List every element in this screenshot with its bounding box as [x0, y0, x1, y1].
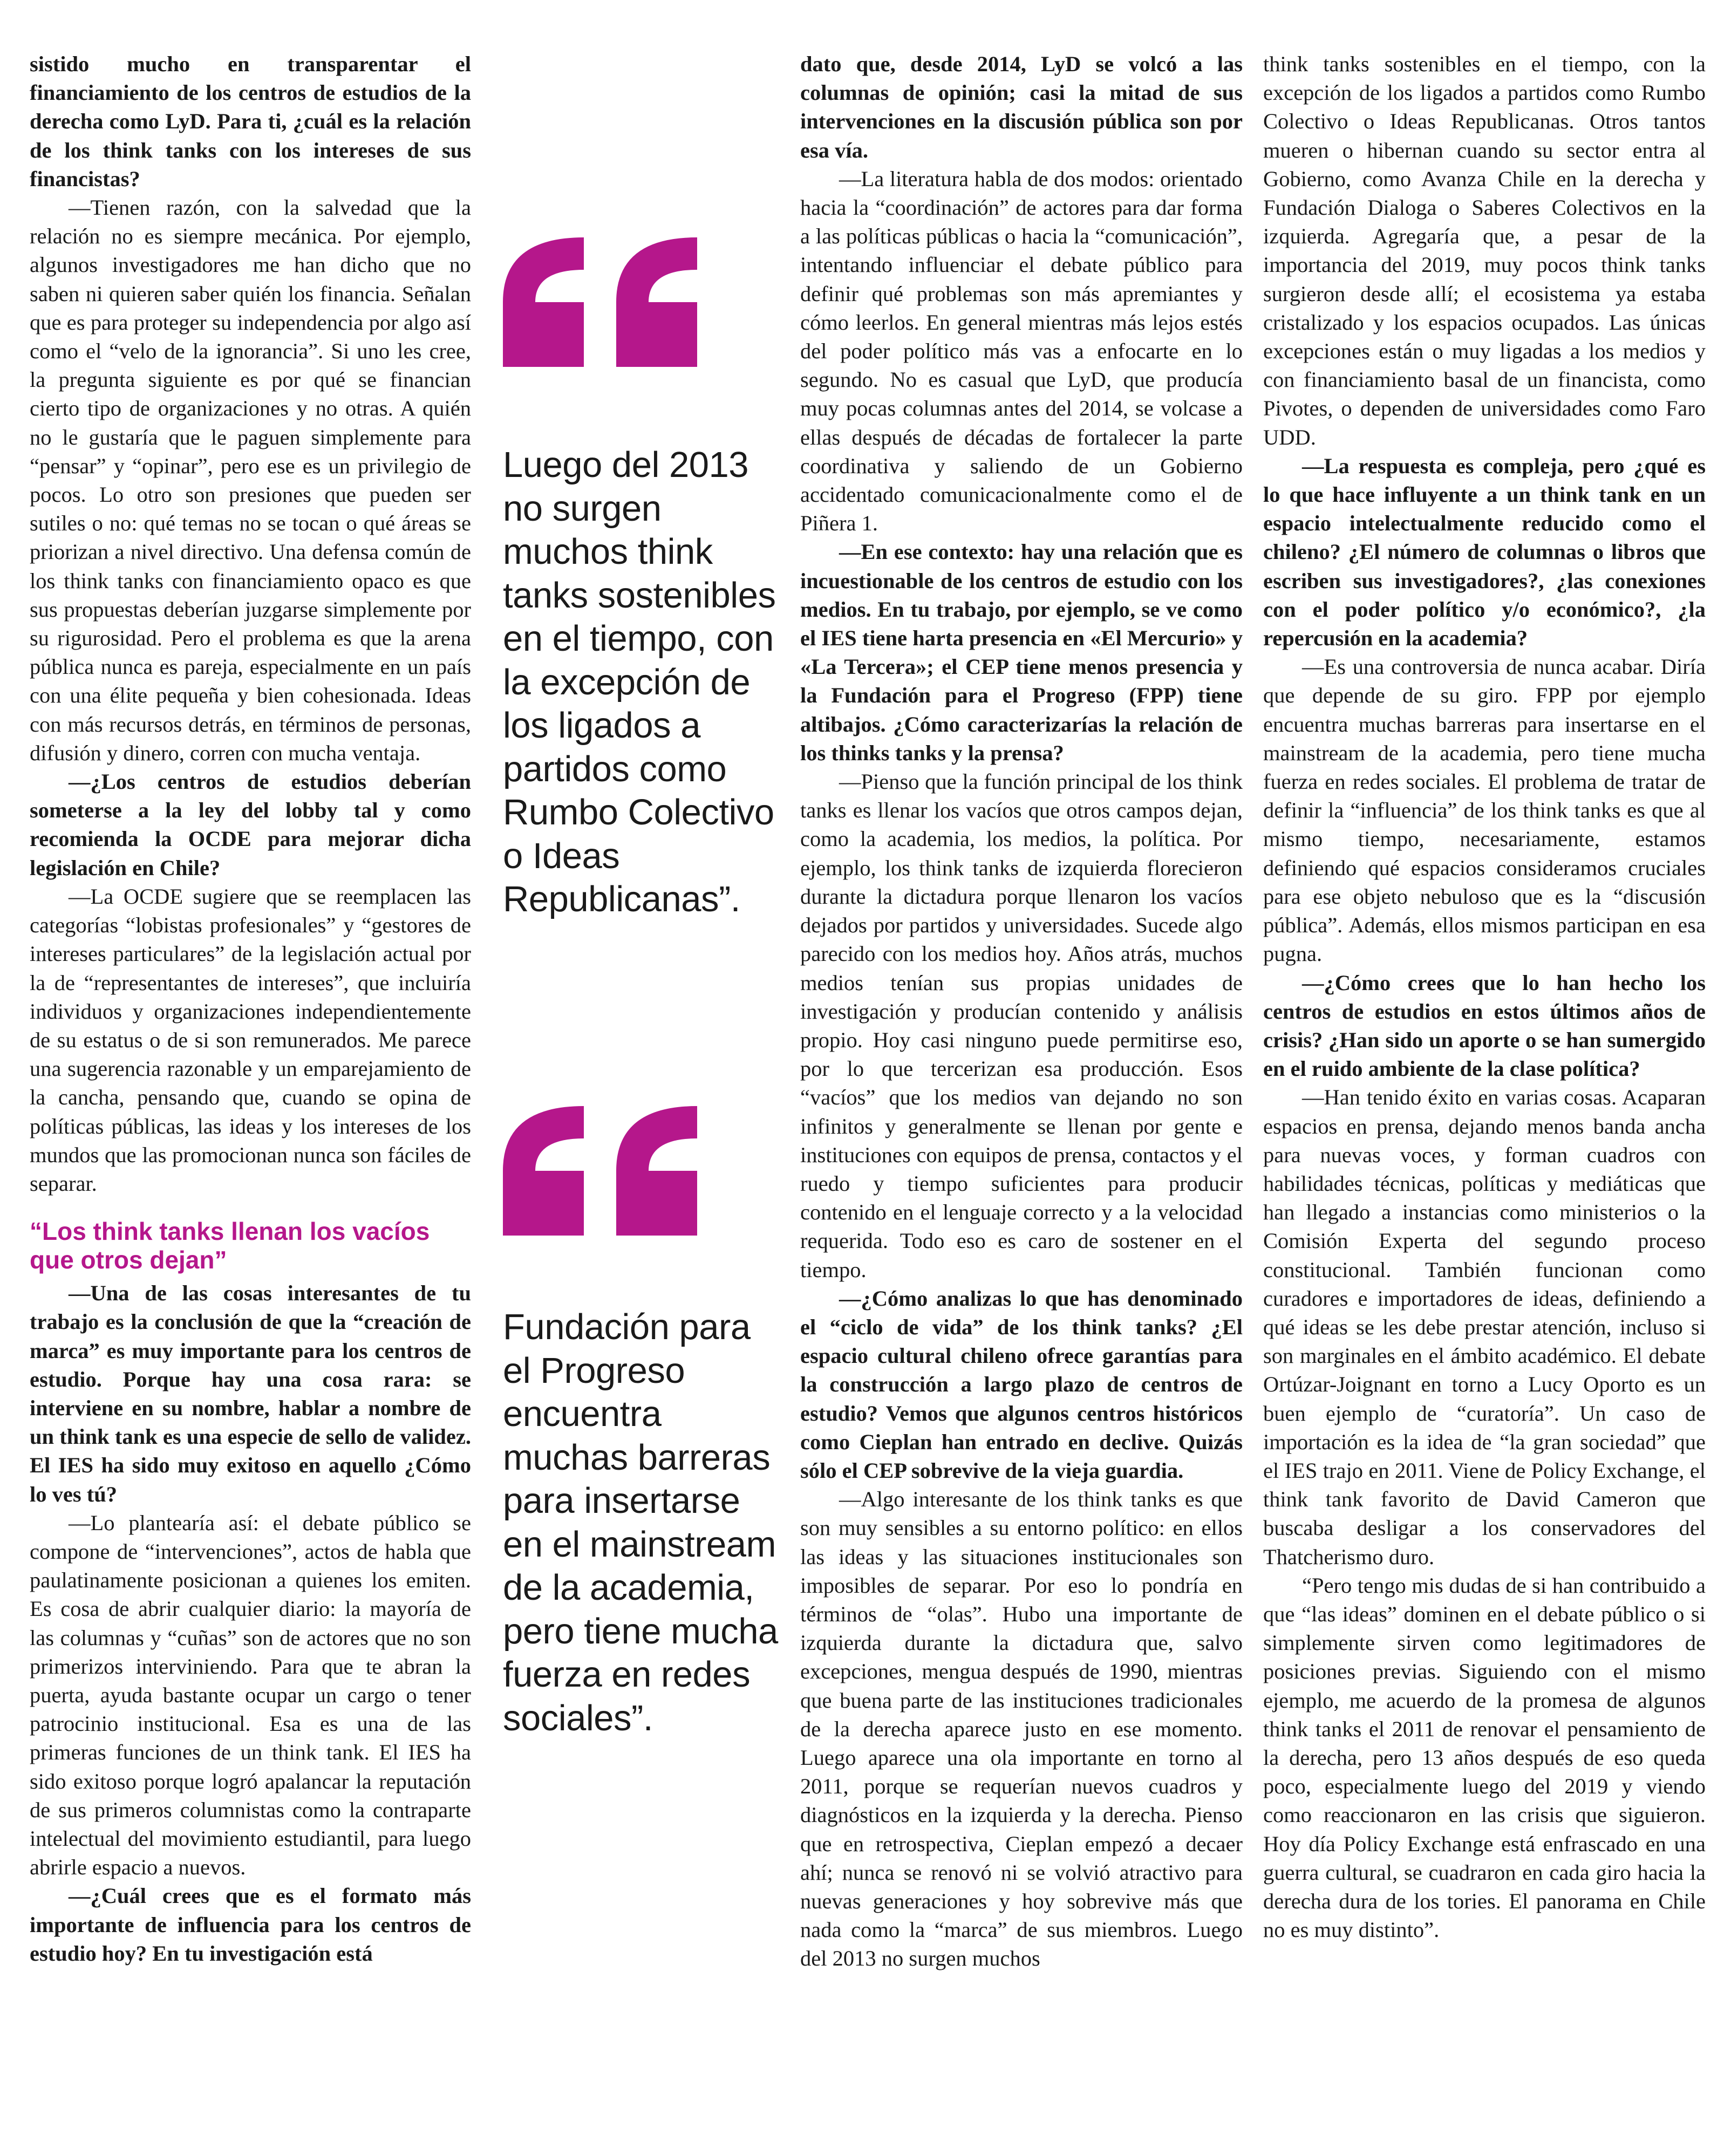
answer-paragraph: “Pero tengo mis dudas de si han contribuido a que “las ideas” dominen en el debate público o si simplemente sirven como legitimadores de posiciones previas. Siguiendo con el mismo ejemplo, me acuerdo de la promesa de algunos think tanks el 2011 de renovar el pensamiento de la derecha, pero 13 años después de eso queda poco, especialmente luego del 2019 y viendo como reaccionaron en las crisis que siguieron. Hoy día Policy Exchange está enfrascado en una guerra cultural, se cuadraron en cada giro hacia la derecha dura de los tories. El panorama en Chile no es muy distinto”. — [1263, 1573, 1706, 1942]
answer-paragraph: —Algo interesante de los think tanks es que son muy sensibles a su entorno político: en ellos las ideas y las situaciones institucionales son imposibles de separar. Por eso lo pondría en términos de “olas”. Hubo una importante de izquierda durante la dictadura que, salvo excepciones, mengua después de 1990, mientras que buena parte de las instituciones tradicionales de la derecha aparece justo en ese momento. Luego aparece una ola importante en torno al 2011, porque se requerían nuevos cuadros y diagnósticos en la izquierda y la derecha. Pienso que en retrospectiva, Cieplan empezó a decaer ahí; nunca se renovó ni se volvió atractivo para nuevas generaciones y hoy sobrevive más que nada como la “marca” de sus miembros. Luego del 2013 no surgen muchos — [800, 1487, 1243, 1971]
question-paragraph: —¿Cuál crees que es el formato más importante de influencia para los centros de estudio hoy? En tu investigación está — [30, 1884, 471, 1966]
pull-quote: Luego del 2013 no surgen muchos think tanks sostenibles en el tiempo, con la excepción de los ligados a partidos como Rumbo Colectivo o Ideas Republicanas”. — [503, 445, 776, 919]
pull-quote: Fundación para el Progreso encuentra muchas barreras para insertarse en el mainstream de la academia, pero tiene mucha fuerza en redes sociales”. — [503, 1307, 778, 1738]
question-paragraph: —¿Cómo crees que lo han hecho los centros de estudios en estos últimos años de crisis? ¿Han sido un aporte o se han sumergido en el ruido ambiente de la clase política? — [1263, 970, 1706, 1081]
question-paragraph: —La respuesta es compleja, pero ¿qué es lo que hace influyente a un think tank en un espacio intelectualmente reducido como el chileno? ¿El número de columnas o libros que escriben sus investigadores?, ¿las conexiones con el poder político y/o económico?, ¿la repercusión en la academia? — [1263, 453, 1706, 651]
question-paragraph: —¿Cómo analizas lo que has denominado el “ciclo de vida” de los think tanks? ¿El espacio cultural chileno ofrece garantías para la construcción a largo plazo de centros de estudio? Vemos que algunos centros históricos como Cieplan han entrado en declive. Quizás sólo el CEP sobrevive de la vieja guardia. — [800, 1286, 1243, 1483]
answer-paragraph: —La OCDE sugiere que se reemplacen las categorías “lobistas profesionales” y “gestores de intereses particulares” de la legislación actual por la de “representantes de intereses”, que incluiría individuos y organizaciones independientemente de su estatus o de si son remunerados. Me parece una sugerencia razonable y un emparejamiento de la cancha, pensando que, cuando se opina de políticas públicas, las ideas y los intereses de los mundos que las promocionan nunca son fáciles de separar. — [30, 884, 471, 1196]
question-paragraph: —Una de las cosas interesantes de tu trabajo es la conclusión de que la “creación de marca” es muy importante para los centros de estudio. Porque hay una cosa rara: se interviene en su nombre, hablar a nombre de un think tank es una especie de sello de validez. El IES ha sido muy exitoso en aquello ¿Cómo lo ves tú? — [30, 1281, 471, 1506]
question-paragraph: —¿Los centros de estudios deberían someterse a la ley del lobby tal y como recomienda la OCDE para mejorar dicha legislación en Chile? — [30, 769, 471, 880]
quote-mark-icon — [503, 1106, 708, 1236]
article-column-3 — [800, 50, 1243, 2143]
answer-paragraph: —Tienen razón, con la salvedad que la relación no es siempre mecánica. Por ejemplo, algunos investigadores me han dicho que no saben ni quieren saber quién los financia. Señalan que es para proteger su independencia por algo así como el “velo de la ignorancia”. Si uno les cree, la pregunta siguiente es por qué se financian cierto tipo de organizaciones y no otras. A quién no le gustaría que le paguen simplemente para “pensar” y “opinar”, pero ese es un privilegio de pocos. Lo otro son presiones que pueden ser sutiles o no: qué temas no se tocan o qué áreas se priorizan a nivel directivo. Una defensa común de los think tanks con financiamiento opaco es que sus propuestas deberían juzgarse simplemente por su rigurosidad. Pero el problema es que la arena pública nunca es pareja, especialmente en un país con una élite pequeña y bien cohesionada. Ideas con más recursos detrás, en términos de personas, difusión y dinero, corren con mucha ventaja. — [30, 195, 471, 765]
article-column-4 — [1263, 50, 1706, 2143]
answer-paragraph: —Pienso que la función principal de los think tanks es llenar los vacíos que otros campos dejan, como la academia, los medios, la política. Por ejemplo, los think tanks de izquierda florecieron durante la dictadura porque llenaron los vacíos dejados por partidos y universidades. Sucede algo parecido con los medios hoy. Años atrás, muchos medios tenían sus propias unidades de investigación y producían contenido y análisis propio. Hoy casi ninguno puede permitirse eso, por lo que tercerizan esa producción. Esos “vacíos” que los medios van dejando no son infinitos y generalmente se llenan por gente e instituciones con equipos de prensa, contactos y el ruedo y tiempo suficientes para producir contenido en el lenguaje correcto y a la velocidad requerida. Todo eso es caro de sostener en el tiempo. — [800, 769, 1243, 1282]
question-paragraph: dato que, desde 2014, LyD se volcó a las columnas de opinión; casi la mitad de sus intervenciones en la discusión pública son por esa vía. — [800, 52, 1243, 162]
answer-paragraph: —Lo plantearía así: el debate público se compone de “intervenciones”, actos de habla que paulatinamente posicionan a quienes los emiten. Es cosa de abrir cualquier diario: la mayoría de las columnas y “cuñas” son de actores que no son primerizos interviniendo. Para que te abran la puerta, ayuda bastante ocupar un cargo o tener patrocinio institucional. Esa es una de las primeras funciones de un think tank. El IES ha sido exitoso porque logró apalancar la reputación de sus primeros columnistas como la contraparte intelectual del movimiento estudiantil, para luego abrirle espacio a nuevos. — [30, 1510, 471, 1880]
answer-paragraph: —Han tenido éxito en varias cosas. Acaparan espacios en prensa, dejando menos banda ancha para nuevas voces, y forman cuadros con habilidades técnicas, políticas y mediáticas que han llegado a instancias como ministerios o la Comisión Experta del segundo proceso constitucional. También funcionan como curadores e importadores de ideas, definiendo a qué ideas se les debe prestar atención, incluso si son marginales en el ámbito académico. El debate Ortúzar-Joignant en torno a Lucy Oporto es un buen ejemplo de “curatoría”. Un caso de importación es la idea de “la gran sociedad” que el IES trajo en 2011. Viene de Policy Exchange, el think tank favorito de David Cameron que buscaba desligar a los conservadores del Thatcherismo duro. — [1263, 1085, 1706, 1569]
question-paragraph: —En ese contexto: hay una relación que es incuestionable de los centros de estudio con los medios. En tu trabajo, por ejemplo, se ve como el IES tiene harta presencia en «El Mercurio» y «La Tercera»; el CEP tiene menos presencia y la Fundación para el Progreso (FPP) tiene altibajos. ¿Cómo caracterizarías la relación de los thinks tanks y la prensa? — [800, 540, 1243, 765]
answer-paragraph: —Es una controversia de nunca acabar. Diría que depende de su giro. FPP por ejemplo encuentra muchas barreras para insertarse en el mainstream de la academia, pero tiene mucha fuerza en redes sociales. El problema de tratar de definir la “influencia” de los think tanks es que al mismo tiempo, necesariamente, estamos definiendo qué espacios consideramos cruciales para ese objeto nebuloso que es la “discusión pública”. Además, ellos mismos participan en esa pugna. — [1263, 654, 1706, 966]
quote-mark-icon — [503, 237, 708, 367]
question-paragraph: sistido mucho en transparentar el financiamiento de los centros de estudios de la derecha como LyD. Para ti, ¿cuál es la relación de los think tanks con los intereses de sus financistas? — [30, 52, 471, 191]
article-column-1 — [30, 50, 471, 2143]
section-subheading: “Los think tanks llenan los vacíos que otros dejan” — [30, 1217, 430, 1274]
answer-paragraph: —La literatura habla de dos modos: orientado hacia la “coordinación” de actores para dar forma a las políticas públicas o hacia la “comunicación”, intentando influenciar el debate público para definir qué problemas son más apremiantes y cómo leerlos. En general mientras más lejos estés del poder político más vas a enfocarte en lo segundo. No es casual que LyD, que producía muy pocas columnas antes del 2014, se volcase a ellas después de décadas de fortalecer la parte coordinativa y saliendo de un Gobierno accidentado comunicacionalmente como el de Piñera 1. — [800, 166, 1243, 536]
answer-paragraph: think tanks sostenibles en el tiempo, con la excepción de los ligados a partidos como Rumbo Colectivo o Ideas Republicanas. Otros tantos mueren o hibernan cuando su sector entra al Gobierno, como Avanza Chile en la derecha y Fundación Dialoga o Saberes Colectivos en la izquierda. Agregaría que, a pesar de la importancia del 2019, muy pocos think tanks surgieron desde allí; el ecosistema ya estaba cristalizado y los espacios ocupados. Las únicas excepciones están o muy ligadas a los medios y con financiamiento basal de un financista, como Pivotes, o dependen de universidades como Faro UDD. — [1263, 52, 1706, 449]
